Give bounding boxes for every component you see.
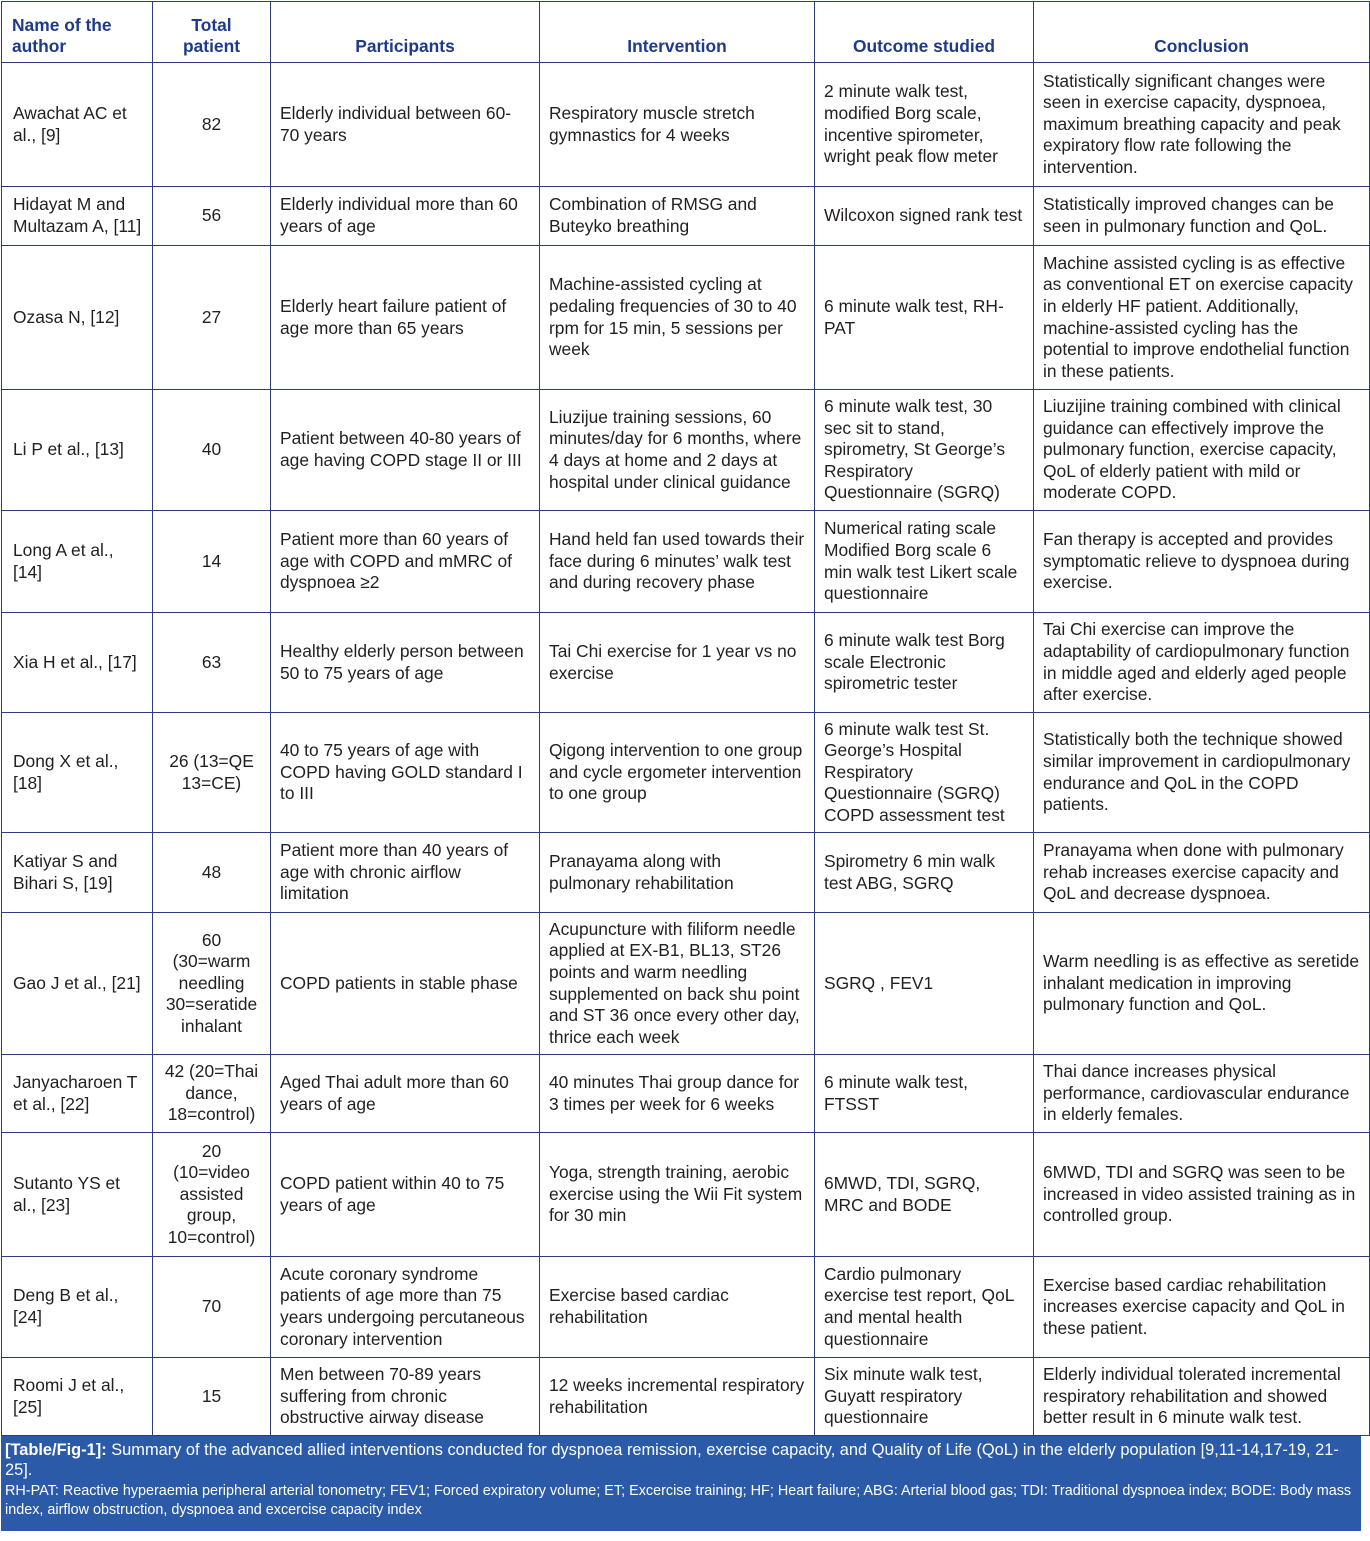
cell-intervention: Liuzijue training sessions, 60 minutes/day for 6 months, where 4 days at home and 2 days at hospital under clinical guidance <box>540 390 815 511</box>
cell-intervention: Respiratory muscle stretch gymnastics for 4 weeks <box>540 63 815 187</box>
cell-outcome: Cardio pulmonary exercise test report, QoL and mental health questionnaire <box>815 1257 1034 1358</box>
cell-author: Roomi J et al., [25] <box>2 1358 153 1436</box>
cell-total: 14 <box>153 511 271 613</box>
cell-participants: Elderly individual between 60-70 years <box>271 63 540 187</box>
cell-outcome: 6 minute walk test Borg scale Electronic spirometric tester <box>815 613 1034 713</box>
table-row <box>2 63 1370 187</box>
table-row <box>2 246 1370 390</box>
table-row <box>2 913 1370 1055</box>
cell-participants: Patient between 40-80 years of age having COPD stage II or III <box>271 390 540 511</box>
cell-author: Deng B et al., [24] <box>2 1257 153 1358</box>
cell-conclusion: Elderly individual tolerated incremental respiratory rehabilitation and showed better result in 6 minute walk test. <box>1034 1358 1370 1436</box>
table-row <box>2 187 1370 246</box>
cell-total: 56 <box>153 187 271 246</box>
table-row <box>2 613 1370 713</box>
cell-intervention: 12 weeks incremental respiratory rehabilitation <box>540 1358 815 1436</box>
cell-intervention: Qigong intervention to one group and cycle ergometer intervention to one group <box>540 713 815 833</box>
cell-intervention: Hand held fan used towards their face during 6 minutes’ walk test and during recovery phase <box>540 511 815 613</box>
cell-outcome: 6 minute walk test, FTSST <box>815 1055 1034 1133</box>
cell-participants: Elderly individual more than 60 years of age <box>271 187 540 246</box>
caption-text: Summary of the advanced allied interventions conducted for dyspnoea remission, exercise capacity, and Quality of Life (QoL) in the elderly population [9,11-14,17-19, 21-25]. <box>5 1441 1339 1479</box>
table-row <box>2 511 1370 613</box>
cell-author: Li P et al., [13] <box>2 390 153 511</box>
cell-participants: Healthy elderly person between 50 to 75 years of age <box>271 613 540 713</box>
header-author: Name of the author <box>2 2 153 63</box>
cell-outcome: 6MWD, TDI, SGRQ, MRC and BODE <box>815 1133 1034 1257</box>
cell-outcome: 6 minute walk test, 30 sec sit to stand, spirometry, St George’s Respiratory Questionnaire (SGRQ) <box>815 390 1034 511</box>
header-outcome: Outcome studied <box>815 2 1034 63</box>
header-total: Total patient <box>153 2 271 63</box>
cell-conclusion: Tai Chi exercise can improve the adaptability of cardiopulmonary function in middle aged and elderly aged people after exercise. <box>1034 613 1370 713</box>
cell-participants: COPD patient within 40 to 75 years of age <box>271 1133 540 1257</box>
header-row <box>2 2 1370 63</box>
cell-participants: COPD patients in stable phase <box>271 913 540 1055</box>
cell-author: Long A et al., [14] <box>2 511 153 613</box>
table-row <box>2 1133 1370 1257</box>
cell-author: Hidayat M and Multazam A, [11] <box>2 187 153 246</box>
cell-total: 26 (13=QE 13=CE) <box>153 713 271 833</box>
cell-participants: 40 to 75 years of age with COPD having GOLD standard I to III <box>271 713 540 833</box>
cell-total: 70 <box>153 1257 271 1358</box>
cell-intervention: Tai Chi exercise for 1 year vs no exercise <box>540 613 815 713</box>
cell-conclusion: Exercise based cardiac rehabilitation increases exercise capacity and QoL in these patient. <box>1034 1257 1370 1358</box>
table-row <box>2 713 1370 833</box>
cell-outcome: Six minute walk test, Guyatt respiratory questionnaire <box>815 1358 1034 1436</box>
summary-table <box>1 1 1370 1436</box>
cell-outcome: Numerical rating scale Modified Borg scale 6 min walk test Likert scale questionnaire <box>815 511 1034 613</box>
table-row <box>2 390 1370 511</box>
cell-conclusion: Warm needling is as effective as seretide inhalant medication in improving pulmonary function and QoL. <box>1034 913 1370 1055</box>
cell-total: 15 <box>153 1358 271 1436</box>
cell-outcome: SGRQ , FEV1 <box>815 913 1034 1055</box>
cell-conclusion: Statistically improved changes can be seen in pulmonary function and QoL. <box>1034 187 1370 246</box>
cell-conclusion: Thai dance increases physical performance, cardiovascular endurance in elderly females. <box>1034 1055 1370 1133</box>
cell-intervention: Exercise based cardiac rehabilitation <box>540 1257 815 1358</box>
cell-participants: Aged Thai adult more than 60 years of age <box>271 1055 540 1133</box>
cell-outcome: 6 minute walk test St. George’s Hospital Respiratory Questionnaire (SGRQ) COPD assessment test <box>815 713 1034 833</box>
cell-outcome: 2 minute walk test, modified Borg scale, incentive spirometer, wright peak flow meter <box>815 63 1034 187</box>
cell-outcome: Wilcoxon signed rank test <box>815 187 1034 246</box>
table-row <box>2 833 1370 913</box>
cell-conclusion: Statistically both the technique showed similar improvement in cardiopulmonary endurance and QoL in the COPD patients. <box>1034 713 1370 833</box>
cell-author: Xia H et al., [17] <box>2 613 153 713</box>
table-row <box>2 1358 1370 1436</box>
cell-total: 60 (30=warm needling 30=seratide inhalant <box>153 913 271 1055</box>
cell-author: Katiyar S and Bihari S, [19] <box>2 833 153 913</box>
cell-conclusion: Machine assisted cycling is as effective as conventional ET on exercise capacity in elderly HF patient. Additionally, machine-assisted cycling has the potential to improve endothelial function in these patients. <box>1034 246 1370 390</box>
cell-conclusion: Pranayama when done with pulmonary rehab increases exercise capacity and QoL and decrease dyspnoea. <box>1034 833 1370 913</box>
cell-participants: Men between 70-89 years suffering from chronic obstructive airway disease <box>271 1358 540 1436</box>
cell-author: Sutanto YS et al., [23] <box>2 1133 153 1257</box>
cell-conclusion: Fan therapy is accepted and provides symptomatic relieve to dyspnoea during exercise. <box>1034 511 1370 613</box>
cell-total: 20 (10=video assisted group, 10=control) <box>153 1133 271 1257</box>
table-row <box>2 1257 1370 1358</box>
cell-conclusion: Liuzijine training combined with clinical guidance can effectively improve the pulmonary function, exercise capacity, QoL of elderly patient with mild or moderate COPD. <box>1034 390 1370 511</box>
cell-total: 27 <box>153 246 271 390</box>
cell-author: Awachat AC et al., [9] <box>2 63 153 187</box>
cell-intervention: Machine-assisted cycling at pedaling frequencies of 30 to 40 rpm for 15 min, 5 sessions per week <box>540 246 815 390</box>
cell-conclusion: Statistically significant changes were seen in exercise capacity, dyspnoea, maximum breathing capacity and peak expiratory flow rate following the intervention. <box>1034 63 1370 187</box>
header-conclusion: Conclusion <box>1034 2 1370 63</box>
cell-participants: Acute coronary syndrome patients of age more than 75 years undergoing percutaneous coronary intervention <box>271 1257 540 1358</box>
caption-main <box>5 1440 1357 1480</box>
cell-total: 63 <box>153 613 271 713</box>
cell-intervention: Acupuncture with filiform needle applied at EX-B1, BL13, ST26 points and warm needling supplemented on back shu point and ST 36 once every other day, thrice each week <box>540 913 815 1055</box>
cell-intervention: Combination of RMSG and Buteyko breathing <box>540 187 815 246</box>
cell-intervention: 40 minutes Thai group dance for 3 times per week for 6 weeks <box>540 1055 815 1133</box>
cell-author: Gao J et al., [21] <box>2 913 153 1055</box>
cell-total: 82 <box>153 63 271 187</box>
cell-intervention: Pranayama along with pulmonary rehabilitation <box>540 833 815 913</box>
cell-total: 42 (20=Thai dance, 18=control) <box>153 1055 271 1133</box>
cell-participants: Elderly heart failure patient of age more than 65 years <box>271 246 540 390</box>
caption-footnote: RH-PAT: Reactive hyperaemia peripheral arterial tonometry; FEV1; Forced expiratory volume; ET; Excercise training; HF; Heart failure; ABG: Arterial blood gas; TDI: Traditional dyspnoea index; BODE: Body mass index, airflow obstruction, dyspnoea and excercise capacity index <box>5 1483 1352 1518</box>
table-caption <box>1 1436 1361 1531</box>
caption-label: [Table/Fig-1]: <box>5 1441 107 1459</box>
header-participants: Participants <box>271 2 540 63</box>
cell-total: 40 <box>153 390 271 511</box>
header-intervention: Intervention <box>540 2 815 63</box>
cell-outcome: 6 minute walk test, RH-PAT <box>815 246 1034 390</box>
cell-participants: Patient more than 60 years of age with COPD and mMRC of dyspnoea ≥2 <box>271 511 540 613</box>
cell-author: Ozasa N, [12] <box>2 246 153 390</box>
cell-total: 48 <box>153 833 271 913</box>
cell-author: Dong X et al., [18] <box>2 713 153 833</box>
cell-participants: Patient more than 40 years of age with chronic airflow limitation <box>271 833 540 913</box>
table-row <box>2 1055 1370 1133</box>
cell-conclusion: 6MWD, TDI and SGRQ was seen to be increased in video assisted training as in controlled group. <box>1034 1133 1370 1257</box>
cell-outcome: Spirometry 6 min walk test ABG, SGRQ <box>815 833 1034 913</box>
cell-author: Janyacharoen T et al., [22] <box>2 1055 153 1133</box>
cell-intervention: Yoga, strength training, aerobic exercise using the Wii Fit system for 30 min <box>540 1133 815 1257</box>
